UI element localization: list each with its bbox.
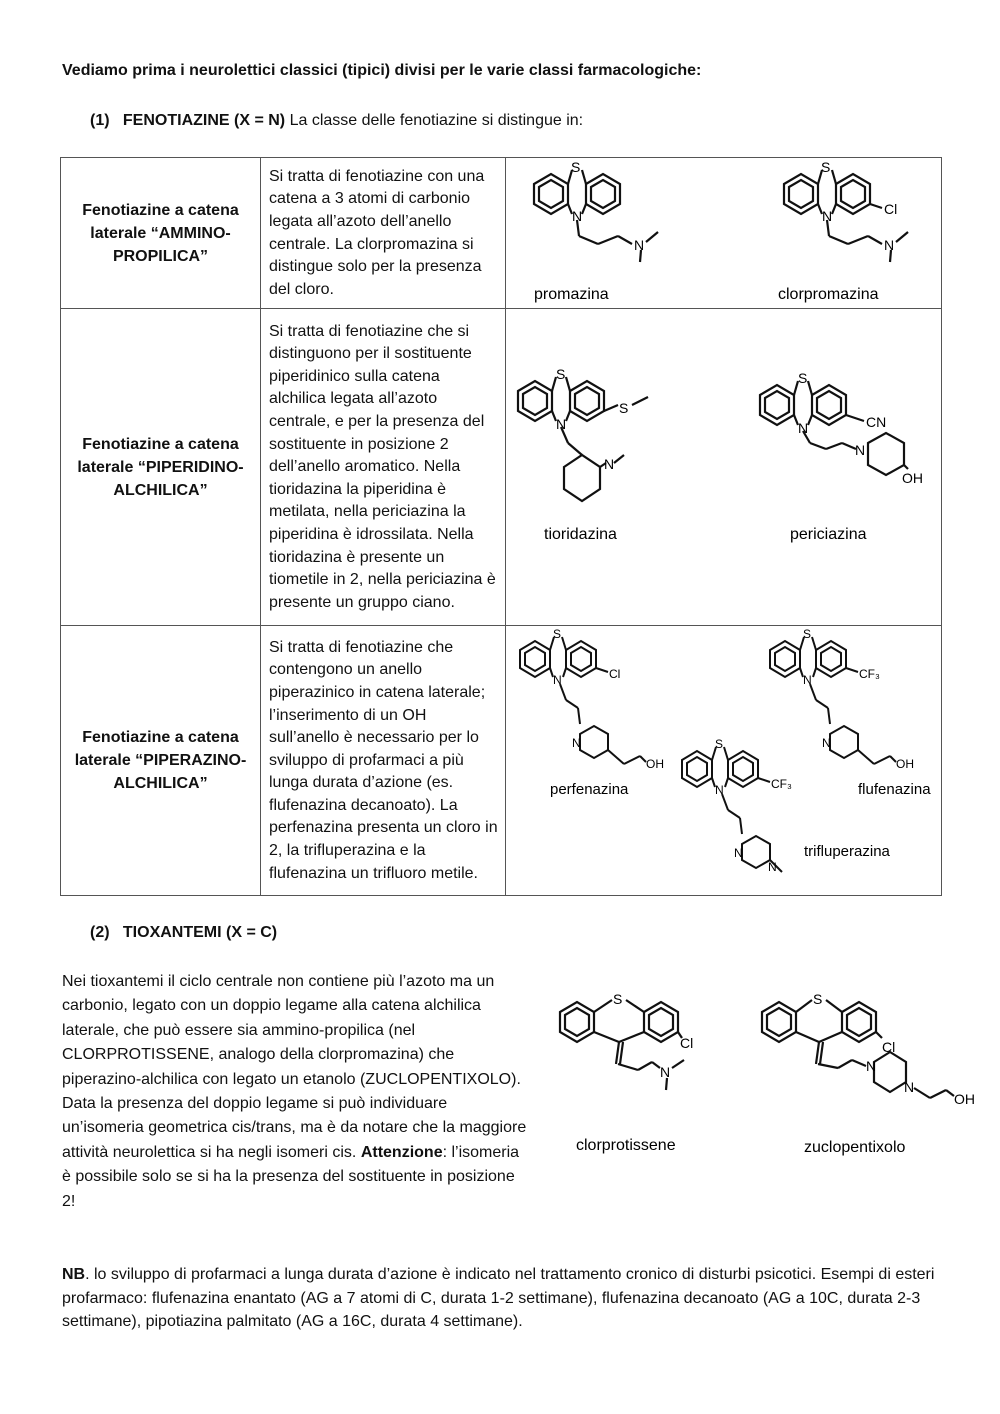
nb-text: . lo sviluppo di profarmaci a lunga durata d’azione è indicato nel trattamento cronico di disturbi psicotici. Esempi di esteri profarmaco: flufenazina enantato (AG a 7 atomi di C, durata 1-2 settimane), flufenazina decanoato (AG a 10C, durata 2-3 settimane), pipotiazina palmitato (AG a 16C, durata 4 settimane).	[62, 1266, 935, 1330]
nitrogen-label: N	[822, 208, 833, 224]
sulfur-label: S	[553, 627, 562, 641]
molecule-name-clorpromazina: clorpromazina	[778, 286, 879, 303]
chlorine-label: Cl	[884, 201, 898, 217]
section-2-title: TIOXANTEMI (X = C)	[122, 924, 278, 941]
molecule-name-clorprotissene: clorprotissene	[576, 1137, 676, 1154]
molecule-name-perfenazina: perfenazina	[550, 781, 629, 798]
molecule-name-periciazina: periciazina	[790, 526, 867, 543]
molecule-name-flufenazina: flufenazina	[858, 781, 931, 798]
structures-row-1	[506, 158, 940, 308]
structures-cell	[506, 309, 942, 626]
description-text: Si tratta di fenotiazine con una catena a 3 atomi di carbonio legata all’azoto dell’anello centrale. La clorpromazina si distingue solo per la presenza del cloro.	[269, 167, 485, 298]
description-cell	[261, 158, 506, 309]
flufenazina-structure	[770, 637, 896, 764]
phenothiazine-table	[60, 157, 942, 896]
nitrogen-label: N	[884, 237, 895, 253]
thioxanthene-text: Nei tioxantemi il ciclo centrale non contiene più l’azoto ma un carbonio, legato con un doppio legame alla catena alchilica laterale, che può essere sia ammino-propilica (nel CLORPROTISSENE, analogo della clorpromazina) che piperazino-alchilica con legato un etanolo (ZUCLOPENTIXOLO). Data la presenza del doppio legame si può individuare un’isomeria geometrica cis/trans, ma è da notare che la maggiore attività neurolettica si ha negli isomeri cis.	[62, 973, 527, 1161]
category-cell	[61, 158, 261, 309]
chlorine-label: Cl	[609, 667, 621, 681]
nitrogen-label: N	[556, 416, 567, 432]
section-1-heading	[90, 112, 583, 130]
structures-cell	[506, 158, 942, 309]
perfenazina-structure	[520, 637, 646, 764]
nitrogen-label: N	[866, 1058, 877, 1074]
nitrogen-label: N	[904, 1079, 915, 1095]
sulfur-label: S	[619, 400, 629, 416]
description-cell	[261, 309, 506, 626]
nitrogen-label: N	[553, 673, 562, 687]
trifluoromethyl-label: CF₃	[859, 667, 880, 681]
nitrogen-label: N	[798, 420, 809, 436]
nitrogen-label: N	[734, 846, 743, 860]
category-label: Fenotiazine a catena laterale “AMMINO-PROPILICA”	[82, 201, 239, 265]
sulfur-label: S	[798, 370, 808, 386]
trifluperazina-structure	[682, 747, 782, 872]
description-text: Si tratta di fenotiazine che si distinguono per il sostituente piperidinico sulla catena alchilica legata all’azoto centrale, e per la presenza del sostituente in posizione 2 dell’anello aromatico. Nella tioridazina la piperidina è metilata, nella periciazina la piperidina è idrossilata. Nella tioridazina è presente un tiometile in 2, nella periciazina è presente un gruppo ciano.	[269, 322, 496, 611]
zuclopentixolo-structure	[762, 1000, 954, 1098]
category-label: Fenotiazine a catena laterale “PIPERIDINO-ALCHILICA”	[77, 435, 244, 499]
nitrogen-label: N	[660, 1064, 671, 1080]
nitrogen-label: N	[768, 860, 777, 874]
molecule-name-trifluperazina: trifluperazina	[804, 843, 890, 860]
warning-text: : l’isomeria è possibile solo se si ha la presenza del sostituente in posizione 2!	[62, 1143, 520, 1210]
structures-cell	[506, 626, 942, 896]
hydroxyl-label: OH	[954, 1091, 975, 1107]
section-1-title: FENOTIAZINE (X = N)	[122, 112, 286, 129]
nitrogen-label: N	[803, 673, 812, 687]
nb-label: NB	[62, 1266, 86, 1283]
sulfur-label: S	[556, 366, 566, 382]
sulfur-label: S	[571, 159, 581, 175]
molecule-name-tioridazina: tioridazina	[544, 526, 617, 543]
sulfur-label: S	[821, 159, 831, 175]
structures-row-3	[506, 626, 940, 895]
sulfur-label: S	[803, 627, 812, 641]
chlorine-label: Cl	[680, 1035, 694, 1051]
sulfur-label: S	[813, 991, 823, 1007]
nitrogen-label: N	[822, 736, 831, 750]
sulfur-label: S	[715, 737, 724, 751]
description-text: Si tratta di fenotiazine che contengono un anello piperazinico in catena laterale; l’inserimento di un OH sull’anello è necessario per lo sviluppo di profarmaci a più lunga durata d’azione (es. flufenazina decanoato). La perfenazina presenta un cloro in 2, la trifluperazina e la flufenazina un trifluoro metile.	[269, 638, 498, 882]
section-1-subtitle: La classe delle fenotiazine si distingue in:	[289, 112, 584, 129]
hydroxyl-label: OH	[896, 757, 914, 771]
structures-row-2	[506, 309, 940, 625]
description-cell	[261, 626, 506, 896]
category-label: Fenotiazine a catena laterale “PIPERAZINO-ALCHILICA”	[74, 729, 247, 792]
thioxanthene-paragraph	[62, 970, 532, 1214]
sulfur-label: S	[613, 991, 623, 1007]
cyano-label: CN	[866, 414, 887, 430]
nitrogen-label: N	[572, 736, 581, 750]
molecule-name-promazina: promazina	[534, 286, 609, 303]
nitrogen-label: N	[604, 456, 615, 472]
chlorine-label: Cl	[882, 1039, 896, 1055]
nitrogen-label: N	[855, 442, 866, 458]
table-row	[61, 158, 942, 309]
category-cell	[61, 309, 261, 626]
nitrogen-label: N	[715, 783, 724, 797]
section-2-number: (2)	[90, 924, 110, 941]
nitrogen-label: N	[634, 237, 645, 253]
section-1-number: (1)	[90, 112, 110, 129]
hydroxyl-label: OH	[646, 757, 664, 771]
tioridazina-structure	[518, 377, 648, 501]
category-cell	[61, 626, 261, 896]
molecule-name-zuclopentixolo: zuclopentixolo	[804, 1139, 906, 1156]
table-row	[61, 309, 942, 626]
nitrogen-label: N	[572, 208, 583, 224]
nb-note	[62, 1263, 942, 1334]
trifluoromethyl-label: CF₃	[771, 777, 792, 791]
thioxanthene-structures	[540, 980, 980, 1170]
section-2-heading	[90, 924, 277, 942]
warning-label: Attenzione	[360, 1143, 443, 1161]
intro-heading: Vediamo prima i neurolettici classici (tipici) divisi per le varie classi farmacologiche:	[62, 62, 702, 79]
hydroxyl-label: OH	[902, 470, 923, 486]
table-row	[61, 626, 942, 896]
